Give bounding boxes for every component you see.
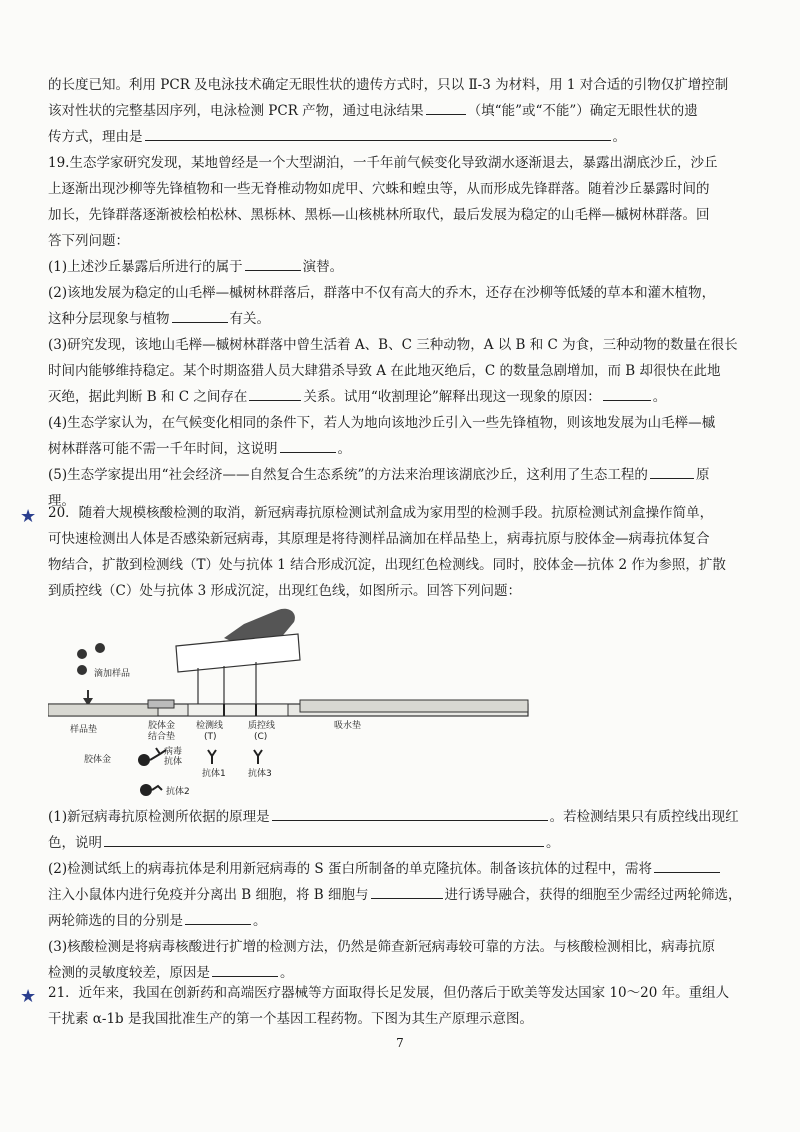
text-segment: 演替。 — [302, 259, 344, 275]
star-icon: ★ — [20, 506, 37, 527]
question-21-text: 21．近年来，我国在创新药和高端医疗器械等方面取得长足发展，但仍落后于欧美等发达国家 10～20 年。重组人 — [48, 985, 730, 1001]
absorbent-pad — [300, 700, 528, 712]
text-segment: 。 — [652, 389, 667, 405]
text-segment: 。 — [612, 129, 626, 145]
virus-antibody-label: 病毒 — [164, 747, 183, 757]
answer-blank[interactable] — [603, 399, 651, 401]
drop-icon — [95, 643, 105, 653]
text-line — [48, 306, 756, 332]
drop-icon — [77, 649, 87, 659]
answer-blank[interactable] — [104, 845, 544, 847]
text-line — [48, 436, 756, 462]
text-line — [48, 98, 756, 124]
answer-blank[interactable] — [280, 451, 336, 453]
text-segment: 。 — [280, 965, 294, 981]
question-19-1 — [48, 254, 756, 280]
gold-particle-icon — [140, 784, 152, 796]
text-line: 可快速检测出人体是否感染新冠病毒，其原理是将待测样品滴加在样品垫上，病毒抗原与胶体金—病毒抗体复合 — [48, 531, 710, 547]
text-segment: 色，说明 — [48, 835, 102, 851]
question-20-3: (3)核酸检测是将病毒核酸进行扩增的检测方法，仍然是筛查新冠病毒较可靠的方法。与核酸检测相比，病毒抗原 — [48, 939, 716, 955]
answer-blank[interactable] — [371, 897, 443, 899]
sample-pad — [48, 704, 158, 716]
question-20-1 — [48, 804, 756, 830]
text-segment: (2)检测试纸上的病毒抗体是利用新冠病毒的 S 蛋白所制备的单克隆抗体。制备该抗体的过程中，需将 — [48, 861, 652, 877]
text-segment: 这种分层现象与植物 — [48, 311, 170, 327]
text-line — [48, 908, 756, 934]
answer-blank[interactable] — [650, 477, 694, 479]
antibody2-icon — [152, 786, 162, 790]
text-line — [48, 384, 756, 410]
test-line-label: 检测线 — [196, 721, 224, 731]
question-20-text: 20．随着大规模核酸检测的取消，新冠病毒抗原检测试剂盒成为家用型的检测手段。抗原检测试剂盒操作简单， — [48, 505, 714, 521]
text-segment: 。 — [337, 441, 351, 457]
text-line — [48, 124, 756, 150]
text-line — [48, 882, 756, 908]
text-segment: (1)上述沙丘暴露后所进行的属于 — [48, 259, 243, 275]
gold-particle-icon — [138, 754, 150, 766]
conjugate-pad — [148, 700, 174, 708]
text-segment: 。 — [546, 835, 560, 851]
control-line-label: (C) — [254, 732, 268, 742]
test-line-label: (T) — [204, 732, 217, 742]
text-line: 到质控线（C）处与抗体 3 形成沉淀，出现红色线，如图所示。回答下列问题： — [48, 583, 521, 599]
text-line: 的长度已知。利用 PCR 及电泳技术确定无眼性状的遗传方式时，只以 Ⅱ-3 为材料，用 1 对合适的引物仅扩增控制 — [48, 77, 729, 93]
text-segment: 两轮筛选的目的分别是 — [48, 913, 183, 929]
control-line-label: 质控线 — [248, 721, 276, 731]
text-segment: 。若检测结果只有质控线出现红 — [549, 809, 739, 825]
answer-blank[interactable] — [212, 975, 278, 977]
conjugate-pad-label: 胶体金 — [148, 721, 176, 731]
antibody3-icon — [254, 750, 262, 764]
text-line: 干扰素 α-1b 是我国批准生产的第一个基因工程药物。下图为其生产原理示意图。 — [48, 1011, 533, 1027]
question-19-4: (4)生态学家认为，在气候变化相同的条件下，若人为地向该地沙丘引入一些先锋植物，则该地发展为山毛榉—槭 — [48, 415, 716, 431]
text-segment: 关系。试用“收割理论”解释出现这一现象的原因： — [303, 389, 601, 405]
text-line — [48, 830, 756, 856]
text-segment: （填“能”或“不能”）确定无眼性状的遗 — [467, 103, 698, 119]
text-segment: 灭绝，据此判断 B 和 C 之间存在 — [48, 389, 248, 405]
antibody3-label: 抗体3 — [248, 769, 272, 779]
antibody1-label: 抗体1 — [202, 769, 226, 779]
text-segment: 有关。 — [229, 311, 270, 327]
text-segment: 进行诱导融合，获得的细胞至少需经过两轮筛选， — [444, 887, 742, 903]
text-segment: 检测的灵敏度较差，原因是 — [48, 965, 210, 981]
drop-icon — [77, 665, 87, 675]
question-19-2: (2)该地发展为稳定的山毛榉—槭树林群落后，群落中不仅有高大的乔木，还存在沙柳等低矮的草本和灌木植物， — [48, 285, 716, 301]
drop-sample-label: 滴加样品 — [94, 669, 131, 679]
antigen-test-diagram — [48, 604, 568, 804]
text-line: 物结合，扩散到检测线（T）处与抗体 1 结合形成沉淀，出现红色检测线。同时，胶体金—抗体 2 作为参照，扩散 — [48, 557, 726, 573]
antibody1-icon — [208, 750, 216, 764]
text-segment: (1)新冠病毒抗原检测所依据的原理是 — [48, 809, 270, 825]
virus-antibody-label: 抗体 — [164, 757, 183, 767]
answer-blank[interactable] — [272, 819, 548, 821]
answer-blank[interactable] — [172, 321, 228, 323]
answer-blank[interactable] — [185, 923, 251, 925]
text-line: 上逐渐出现沙柳等先锋植物和一些无脊椎动物如虎甲、穴蛛和蝗虫等，从而形成先锋群落。随着沙丘暴露时间的 — [48, 181, 710, 197]
text-line: 加长，先锋群落逐渐被桧柏松林、黑栎林、黑栎—山核桃林所取代，最后发展为稳定的山毛榉—槭树林群落。回 — [48, 207, 710, 223]
text-line: 理。 — [48, 493, 75, 509]
text-segment: 。 — [253, 913, 267, 929]
question-19-5 — [48, 462, 756, 488]
antibody2-label: 抗体2 — [166, 787, 190, 797]
conjugate-pad-label: 结合垫 — [148, 732, 176, 742]
cassette-window — [176, 634, 300, 672]
text-line: 答下列问题： — [48, 233, 129, 249]
answer-blank[interactable] — [145, 139, 611, 141]
text-segment: 树林群落可能不需一千年时间，这说明 — [48, 441, 278, 457]
text-segment: 注入小鼠体内进行免疫并分离出 B 细胞，将 B 细胞与 — [48, 887, 369, 903]
text-segment: 传方式，理由是 — [48, 129, 143, 145]
page-number: 7 — [396, 1036, 404, 1050]
membrane — [188, 704, 288, 716]
absorbent-pad-label: 吸水垫 — [334, 721, 362, 731]
question-19-text: 19.生态学家研究发现，某地曾经是一个大型湖泊，一千年前气候变化导致湖水逐渐退去，暴露出湖底沙丘，沙丘 — [48, 155, 718, 171]
text-segment: 该对性状的完整基因序列，电泳检测 PCR 产物，通过电泳结果 — [48, 103, 424, 119]
answer-blank[interactable] — [426, 113, 466, 115]
question-20-2 — [48, 856, 756, 882]
text-line: 时间内能够维持稳定。某个时期盗猎人员大肆猎杀导致 A 在此地灭绝后，C 的数量急剧增加，而 B 却很快在此地 — [48, 363, 721, 379]
answer-blank[interactable] — [654, 871, 720, 873]
answer-blank[interactable] — [245, 269, 301, 271]
star-icon: ★ — [20, 986, 37, 1007]
question-19-3: (3)研究发现，该地山毛榉—槭树林群落中曾生活着 A、B、C 三种动物，A 以 B 和 C 为食，三种动物的数量在很长 — [48, 337, 738, 353]
sample-pad-label: 样品垫 — [70, 725, 98, 735]
answer-blank[interactable] — [249, 399, 301, 401]
colloidal-gold-label: 胶体金 — [84, 755, 112, 765]
text-segment: 原 — [695, 467, 710, 483]
text-segment: (5)生态学家提出用“社会经济——自然复合生态系统”的方法来治理该湖底沙丘，这利用了生态工程的 — [48, 467, 648, 483]
diagram-svg — [48, 604, 568, 804]
